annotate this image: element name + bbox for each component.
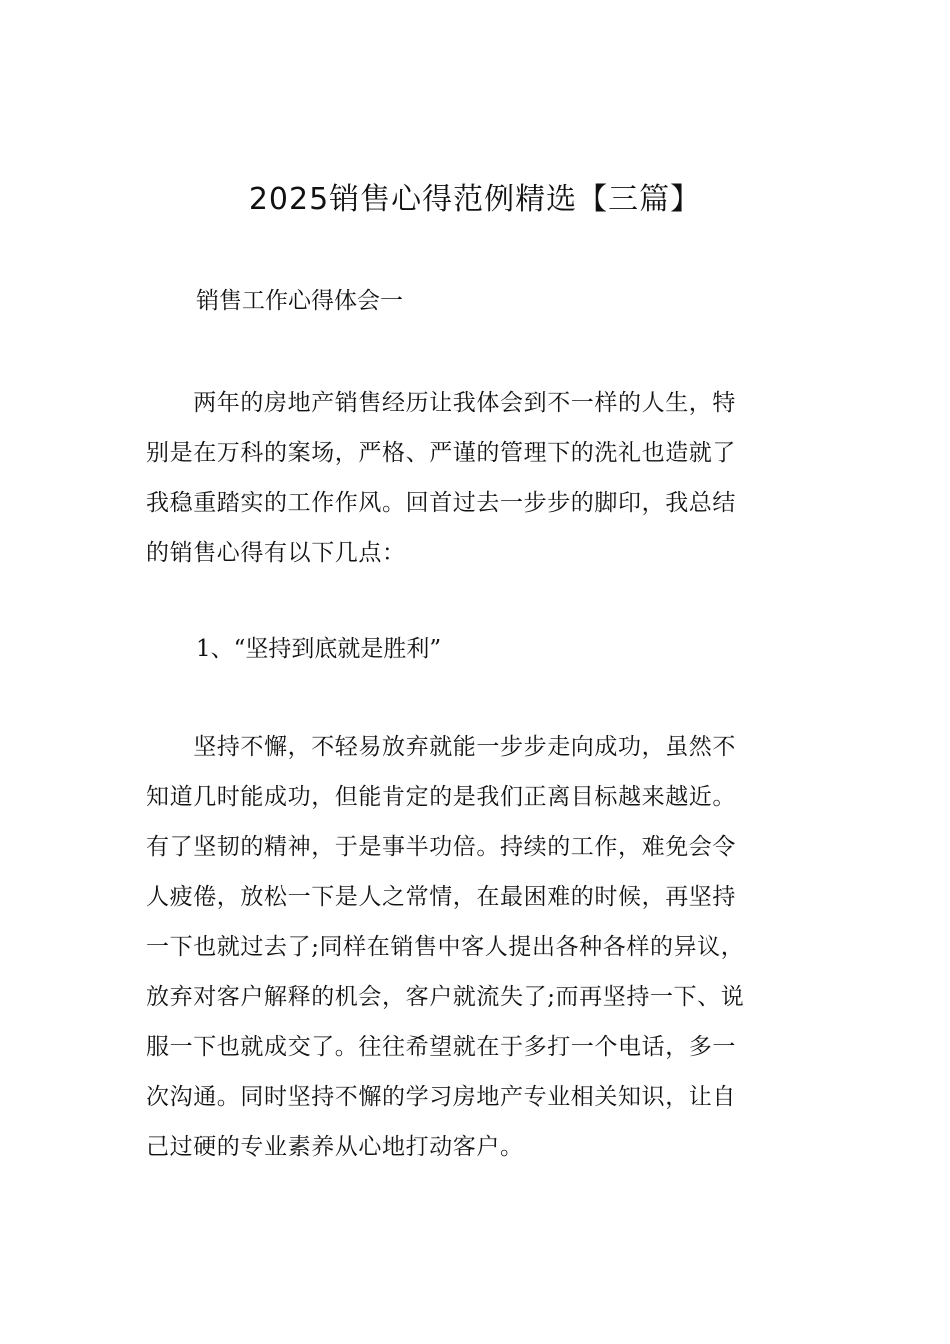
paragraph-line: 我稳重踏实的工作作风。回首过去一步步的脚印，我总结: [146, 490, 736, 516]
paragraph-line: 的销售心得有以下几点：: [146, 540, 406, 566]
document-title: 2025销售心得范例精选【三篇】: [248, 182, 702, 217]
paragraph-line: 一下也就过去了;同样在销售中客人提出各种各样的异议，: [146, 934, 745, 960]
paragraph-2: [146, 722, 806, 1172]
paragraph-line: 坚持不懈，不轻易放弃就能一步步走向成功，虽然不: [146, 734, 736, 760]
paragraph-line: 两年的房地产销售经历让我体会到不一样的人生，特: [146, 390, 736, 416]
paragraph-1: [146, 378, 806, 578]
paragraph-line: 人疲倦，放松一下是人之常情，在最困难的时候，再坚持: [146, 884, 736, 910]
paragraph-line: 知道几时能成功，但能肯定的是我们正离目标越来越近。: [146, 784, 736, 810]
paragraph-line: 有了坚韧的精神，于是事半功倍。持续的工作，难免会令: [146, 834, 736, 860]
paragraph-line: 己过硬的专业素养从心地打动客户。: [146, 1134, 524, 1160]
paragraph-line: 别是在万科的案场，严格、严谨的管理下的洗礼也造就了: [146, 440, 736, 466]
item-heading: 1、“坚持到底就是胜利”: [196, 636, 442, 662]
paragraph-line: 服一下也就成交了。往往希望就在于多打一个电话，多一: [146, 1034, 736, 1060]
paragraph-line: 次沟通。同时坚持不懈的学习房地产专业相关知识，让自: [146, 1084, 736, 1110]
section-heading: 销售工作心得体会一: [196, 288, 403, 314]
paragraph-line: 放弃对客户解释的机会，客户就流失了;而再坚持一下、说: [146, 984, 745, 1010]
